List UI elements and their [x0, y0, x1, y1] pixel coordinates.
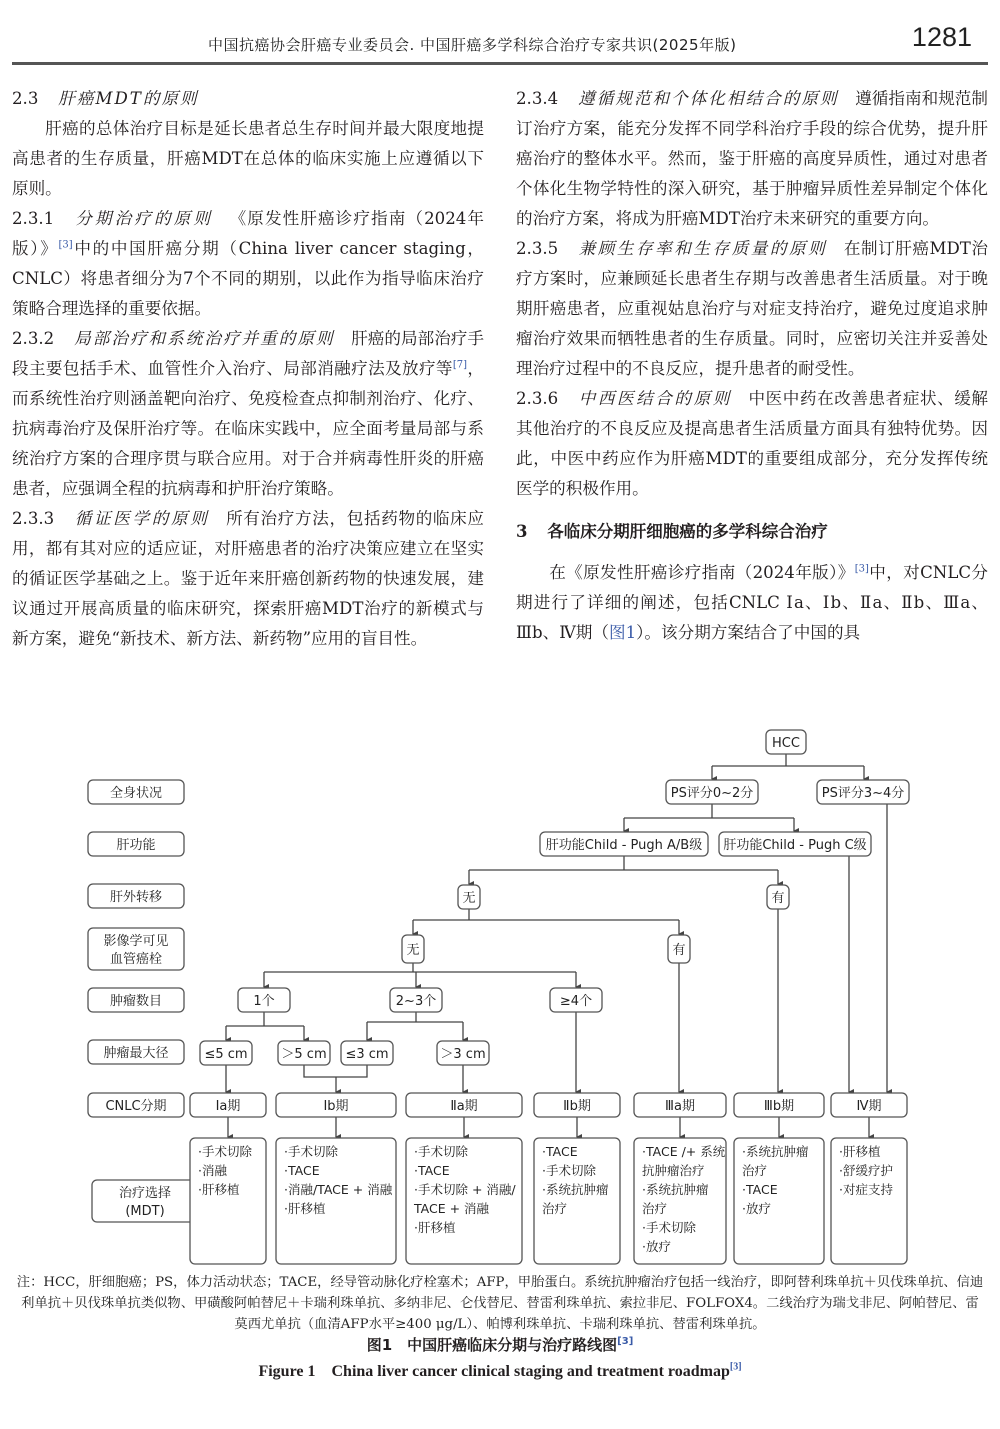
section-number: 2.3.1: [12, 209, 55, 228]
section-number: 2.3.2: [12, 329, 55, 348]
stage-iiib: [734, 1093, 824, 1117]
section-title: 循证医学的原则: [74, 509, 210, 528]
stage-iia: [406, 1093, 522, 1117]
section-2-3-1: [12, 204, 484, 324]
treatment-ib-text: ·消融/TACE + 消融: [284, 1182, 393, 1197]
row-label-treatment-text: 治疗选择: [118, 1186, 172, 1202]
section-title: 中西医结合的原则: [578, 389, 732, 408]
stage-iia-text: Ⅱa期: [450, 1099, 478, 1115]
body-text: 中的中国肝癌分期（China liver cancer staging，CNLC）将患者细分为7个不同的期别，以此作为指导临床治疗策略合理选择的重要依据。: [12, 239, 484, 318]
node-diameter-le5: [200, 1041, 252, 1065]
node-ps-0-2: [666, 780, 758, 804]
section-2-3-heading: [12, 84, 484, 114]
treatment-iia-text: ·手术切除: [414, 1144, 468, 1159]
node-tumor-count-1-text: 1个: [253, 994, 275, 1010]
right-column: [516, 84, 988, 648]
row-label-tumor-number: [88, 988, 184, 1012]
row-label-tumor-diameter-text: 肿瘤最大径: [103, 1046, 169, 1062]
node-tumor-count-2-3-text: 2~3个: [395, 994, 437, 1010]
node-tumor-count-4plus-text: ≥4个: [559, 994, 593, 1010]
treatment-ib: [276, 1138, 396, 1264]
page-number: 1281: [911, 22, 972, 52]
section-3-heading: [516, 517, 988, 547]
body-text: ，而系统性治疗则涵盖靶向治疗、免疫检查点抑制剂治疗、化疗、抗病毒治疗及保肝治疗等。在临床实践中，应全面考量局部与系统治疗方案的合理序贯与联合应用。对于合并病毒性肝炎的肝癌患者，应强调全程的抗病毒和护肝治疗策略。: [12, 359, 485, 498]
node-diameter-gt5-text: ＞5 cm: [281, 1047, 327, 1063]
node-tumor-count-4plus: [550, 988, 602, 1012]
stage-ia-text: Ⅰa期: [215, 1099, 241, 1115]
citation-link[interactable]: [3]: [617, 1336, 634, 1347]
treatment-iiia-text: ·放疗: [642, 1239, 671, 1254]
treatment-iib-text: ·TACE: [542, 1144, 578, 1159]
section-number: 2.3.4: [516, 89, 559, 108]
stage-iib: [534, 1093, 620, 1117]
row-label-cnlc-stage-text: CNLC分期: [105, 1099, 167, 1115]
caption-text: Figure 1 China liver cancer clinical staging and treatment roadmap: [258, 1363, 730, 1380]
treatment-iia-text: TACE + 消融: [414, 1201, 490, 1216]
section-title: 兼顾生存率和生存质量的原则: [578, 239, 828, 258]
row-label-general-status: [88, 780, 184, 804]
body-text: 中医中药在改善患者症状、缓解其他治疗的不良反应及提高患者生活质量方面具有独特优势。因此，中医中药应作为肝癌MDT的重要组成部分，充分发挥传统医学的积极作用。: [516, 389, 989, 498]
row-label-liver-function: [88, 832, 184, 856]
treatment-ib-text: ·肝移植: [284, 1201, 326, 1216]
body-text: 《原发性肝癌诊疗指南（2024年版）》: [12, 209, 484, 258]
treatment-iiib: [734, 1138, 824, 1264]
node-diameter-le3-text: ≤3 cm: [345, 1047, 389, 1063]
node-vascular-no-text: 无: [406, 943, 420, 959]
treatment-ib-text: ·手术切除: [284, 1144, 338, 1159]
section-number: 3: [516, 522, 528, 541]
treatment-iiia-text: 治疗: [642, 1201, 668, 1216]
figure-link[interactable]: 图1: [608, 623, 637, 642]
section-2-3-4: [516, 84, 988, 234]
treatment-ia: [190, 1138, 266, 1264]
row-label-vascular-invasion-text: 血管癌栓: [109, 952, 163, 968]
section-number: 2.3.6: [516, 389, 559, 408]
node-ps-3-4-text: PS评分3~4分: [821, 786, 905, 802]
section-title: 分期治疗的原则: [74, 209, 213, 228]
stage-iiia: [634, 1093, 726, 1117]
node-vascular-yes-text: 有: [672, 943, 686, 959]
treatment-iiia-text: ·TACE /+ 系统: [642, 1144, 726, 1159]
treatment-iiib-text: 治疗: [742, 1163, 768, 1178]
body-text: 遵循指南和规范制订治疗方案，能充分发挥不同学科治疗手段的综合优势，提升肝癌治疗的整体水平。然而，鉴于肝癌的高度异质性，通过对患者个体化生物学特性的深入研究，基于肿瘤异质性差异制定个体化的治疗方案，将成为肝癌MDT治疗未来研究的重要方向。: [516, 89, 989, 228]
row-label-tumor-diameter: [88, 1040, 184, 1064]
running-header: [12, 0, 988, 65]
treatment-ia-text: ·手术切除: [198, 1144, 252, 1159]
row-label-treatment: [92, 1180, 198, 1222]
row-label-cnlc-stage: [88, 1093, 184, 1117]
row-label-liver-function-text: 肝功能: [116, 838, 156, 854]
treatment-ia-text: ·肝移植: [198, 1182, 240, 1197]
section-2-3-3: [12, 504, 484, 654]
node-metastasis-yes: [767, 885, 789, 909]
stage-iv-text: Ⅳ期: [856, 1099, 882, 1115]
node-child-pugh-ab: [540, 832, 708, 856]
treatment-iiia-text: ·系统抗肿瘤: [642, 1182, 709, 1197]
section-title: 各临床分期肝细胞癌的多学科综合治疗: [547, 522, 828, 541]
node-tumor-count-1: [238, 988, 290, 1012]
connector-line: [304, 1065, 367, 1077]
stage-iiib-text: Ⅲb期: [763, 1099, 795, 1115]
node-child-pugh-c-text: 肝功能Child - Pugh C级: [723, 838, 867, 854]
figure-note: 注：HCC，肝细胞癌；PS，体力活动状态；TACE，经导管动脉化疗栓塞术；AFP，甲胎蛋白。系统抗肿瘤治疗包括一线治疗，即阿替利珠单抗＋贝伐珠单抗、信迪利单抗＋贝伐珠单抗类似物、甲磺酸阿帕替尼＋卡瑞利珠单抗、多纳非尼、仑伐替尼、替雷利珠单抗、索拉非尼、FOLFOX4。二线治疗为瑞戈非尼、阿帕替尼、雷莫西尤单抗（血清AFP水平≥400 μg/L）、帕博利珠单抗、卡瑞利珠单抗、替雷利珠单抗。: [16, 1275, 984, 1332]
body-text: ）。该分期方案结合了中国的具: [636, 623, 861, 642]
node-diameter-gt3-text: ＞3 cm: [440, 1047, 486, 1063]
row-label-general-status-text: 全身状况: [109, 786, 163, 802]
treatment-iib-text: 治疗: [542, 1201, 568, 1216]
left-column: [12, 84, 484, 654]
citation-link[interactable]: [3]: [58, 239, 73, 251]
section-title: 局部治疗和系统治疗并重的原则: [74, 329, 335, 348]
node-ps-3-4: [817, 780, 909, 804]
section-2-3-6: [516, 384, 988, 504]
stage-ia: [190, 1093, 266, 1117]
staging-flowchart: [0, 720, 1000, 1270]
row-label-vascular-invasion-text: 影像学可见: [103, 934, 169, 950]
treatment-iia-text: ·手术切除 + 消融/: [414, 1182, 516, 1197]
treatment-iiia-text: ·手术切除: [642, 1220, 696, 1235]
row-label-extrahepatic-metastasis-text: 肝外转移: [109, 890, 163, 906]
node-vascular-no: [402, 935, 424, 963]
body-text: 在《原发性肝癌诊疗指南（2024年版）》: [549, 563, 855, 582]
treatment-iiia: [634, 1138, 726, 1264]
citation-link[interactable]: [7]: [452, 359, 468, 371]
figure-caption-cn: [0, 1334, 1000, 1355]
journal-title: 中国抗癌协会肝癌专业委员会. 中国肝癌多学科综合治疗专家共识(2025年版): [208, 36, 737, 54]
body-text: 肝癌的局部治疗手段主要包括手术、血管性介入治疗、局部消融疗法及放疗等: [12, 329, 485, 378]
row-label-treatment-text: (MDT): [125, 1204, 165, 1220]
section-2-3-2: [12, 324, 484, 504]
figure-caption-en: [0, 1358, 1000, 1381]
stage-iv: [831, 1093, 907, 1117]
section-number: 2.3: [12, 89, 39, 108]
node-tumor-count-2-3: [390, 988, 442, 1012]
treatment-ia-text: ·消融: [198, 1163, 227, 1178]
section-number: 2.3.3: [12, 509, 55, 528]
node-hcc: [766, 730, 806, 754]
node-child-pugh-ab-text: 肝功能Child - Pugh A/B级: [545, 838, 703, 854]
node-metastasis-yes-text: 有: [771, 891, 785, 907]
section-number: 2.3.5: [516, 239, 559, 258]
treatment-iiia-text: 抗肿瘤治疗: [642, 1163, 705, 1178]
node-hcc-text: HCC: [772, 736, 800, 752]
node-diameter-le3: [341, 1041, 393, 1065]
body-text: 中，对CNLC分期进行了详细的阐述，包括CNLC Ⅰa、Ⅰb、Ⅱa、Ⅱb、Ⅲa、Ⅲb、Ⅳ期（: [516, 563, 988, 642]
treatment-iv-text: ·舒缓疗护: [839, 1163, 893, 1178]
node-diameter-gt5: [278, 1041, 330, 1065]
section-title: 肝癌MDT的原则: [58, 89, 199, 108]
row-label-vascular-invasion: [88, 928, 184, 970]
treatment-iia: [406, 1138, 522, 1264]
treatment-iv: [831, 1138, 907, 1264]
caption-text: 图1 中国肝癌临床分期与治疗路线图: [366, 1336, 618, 1354]
section-title: 遵循规范和个体化相结合的原则: [578, 89, 839, 108]
node-diameter-le5-text: ≤5 cm: [204, 1047, 248, 1063]
body-text: 所有治疗方法，包括药物的临床应用，都有其对应的适应证，对肝癌患者的治疗决策应建立在坚实的循证医学基础之上。鉴于近年来肝癌创新药物的快速发展，建议通过开展高质量的临床研究，探索肝癌MDT治疗的新模式与新方案，避免“新技术、新方法、新药物”应用的盲目性。: [12, 509, 485, 648]
section-2-3-body: 肝癌的总体治疗目标是延长患者总生存时间并最大限度地提高患者的生存质量，肝癌MDT在总体的临床实施上应遵循以下原则。: [12, 119, 484, 198]
node-metastasis-no: [458, 885, 480, 909]
section-3-body: [516, 558, 988, 648]
treatment-iiib-text: ·放疗: [742, 1201, 771, 1216]
node-vascular-yes: [668, 935, 690, 963]
body-text: 在制订肝癌MDT治疗方案时，应兼顾延长患者生存期与改善患者生活质量。对于晚期肝癌患者，应重视姑息治疗与对症支持治疗，避免过度追求肿瘤治疗效果而牺牲患者的生存质量。同时，应密切关注并妥善处理治疗过程中的不良反应，提升患者的耐受性。: [516, 239, 988, 378]
node-diameter-gt3: [437, 1041, 489, 1065]
node-ps-0-2-text: PS评分0~2分: [670, 786, 754, 802]
citation-link[interactable]: [3]: [854, 563, 869, 575]
treatment-iib-text: ·手术切除: [542, 1163, 596, 1178]
treatment-iiib-text: ·系统抗肿瘤: [742, 1144, 809, 1159]
treatment-iv-text: ·肝移植: [839, 1144, 881, 1159]
treatment-iia-text: ·肝移植: [414, 1220, 456, 1235]
stage-iib-text: Ⅱb期: [563, 1099, 591, 1115]
treatment-iib: [534, 1138, 620, 1264]
stage-iiia-text: Ⅲa期: [665, 1099, 695, 1115]
node-child-pugh-c: [719, 832, 871, 856]
treatment-ib-text: ·TACE: [284, 1163, 320, 1178]
treatment-iiib-text: ·TACE: [742, 1182, 778, 1197]
citation-link[interactable]: [3]: [729, 1361, 742, 1373]
stage-ib-text: Ⅰb期: [323, 1099, 349, 1115]
treatment-iib-text: ·系统抗肿瘤: [542, 1182, 609, 1197]
section-2-3-5: [516, 234, 988, 384]
node-metastasis-no-text: 无: [462, 891, 476, 907]
stage-ib: [276, 1093, 396, 1117]
row-label-tumor-number-text: 肿瘤数目: [109, 994, 163, 1010]
row-label-extrahepatic-metastasis: [88, 884, 184, 908]
treatment-iia-text: ·TACE: [414, 1163, 450, 1178]
treatment-iv-text: ·对症支持: [839, 1182, 893, 1197]
